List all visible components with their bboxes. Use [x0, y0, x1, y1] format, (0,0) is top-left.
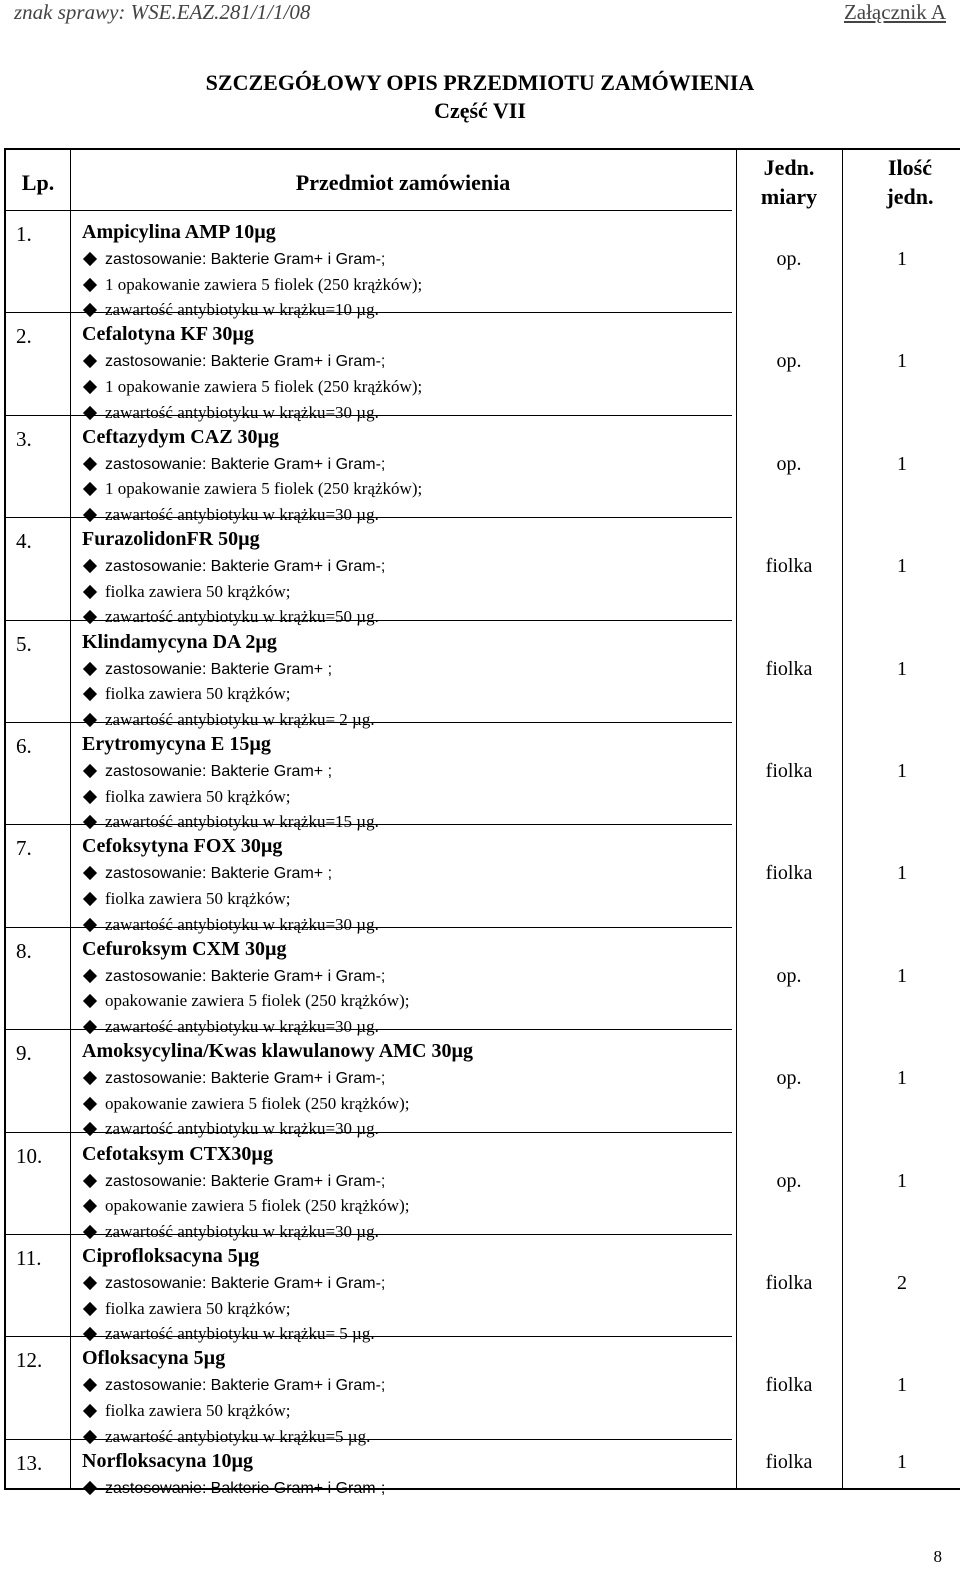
header-qty-line2: jedn.: [886, 184, 934, 209]
application-label: zastosowanie:: [105, 1479, 207, 1497]
application-value: Bakterie Gram+ i Gram-;: [210, 455, 386, 473]
content-text: zawartość antybiotyku w krążku=15 µg.: [105, 812, 379, 832]
bullet-packaging: [82, 374, 422, 400]
row-number: 8.: [16, 938, 32, 963]
bullet-content: [82, 809, 379, 835]
item-name: Ampicylina AMP 10µg: [82, 221, 276, 243]
diamond-bullet-icon: [83, 1404, 97, 1418]
application-label: zastosowanie:: [105, 1070, 207, 1088]
bullet-content: [82, 912, 379, 938]
item-name: Amoksycylina/Kwas klawulanowy AMC 30µg: [82, 1040, 474, 1063]
bullet-application: [82, 1475, 385, 1502]
row-number: 1.: [16, 222, 32, 246]
diamond-bullet-icon: [83, 559, 97, 573]
diamond-bullet-icon: [83, 482, 97, 496]
application-label: zastosowanie:: [105, 558, 207, 576]
page-number: 8: [933, 1547, 942, 1566]
bullet-content: [82, 400, 379, 426]
row-number: 10.: [16, 1143, 43, 1168]
item-name: Cefuroksym CXM 30µg: [82, 937, 287, 960]
bullet-content: [82, 502, 379, 528]
application-label: zastosowanie:: [105, 967, 207, 985]
item-name: Cefalotyna KF 30µg: [82, 323, 254, 346]
application-value: Bakterie Gram+ i Gram-;: [210, 1172, 386, 1190]
item-name: FurazolidonFR 50µg: [82, 528, 260, 551]
diamond-bullet-icon: [83, 1481, 97, 1495]
row-divider: [6, 415, 732, 416]
bullet-content: [82, 707, 375, 733]
bullet-application: [82, 553, 385, 580]
row-number: 5.: [16, 631, 32, 656]
application-value: Bakterie Gram+ i Gram-;: [210, 1275, 386, 1292]
row-number: 9.: [16, 1041, 32, 1066]
unit-cell: fiolka: [765, 1272, 813, 1294]
bullet-application: [82, 1270, 385, 1297]
bullet-application: [82, 246, 385, 273]
diamond-bullet-icon: [83, 994, 97, 1008]
application-value: Bakterie Gram+ i Gram-;: [210, 967, 386, 985]
packaging-text: fiolka zawiera 50 krążków;: [105, 684, 291, 704]
content-text: zawartość antybiotyku w krążku=30 µg.: [105, 1221, 379, 1241]
unit-cell: fiolka: [765, 1374, 813, 1397]
bullet-application: [82, 963, 385, 990]
row-number: 7.: [16, 836, 32, 861]
bullet-application: [82, 348, 385, 375]
item-name: Ciprofloksacyna 5µg: [82, 1245, 260, 1267]
row-divider: [6, 1234, 732, 1235]
header-unit-line1: Jedn.: [763, 155, 815, 180]
unit-cell: op.: [776, 964, 802, 987]
packaging-text: fiolka zawiera 50 krążków;: [105, 1400, 291, 1420]
content-text: zawartość antybiotyku w krążku=50 µg.: [105, 607, 379, 627]
diamond-bullet-icon: [83, 1378, 97, 1392]
diamond-bullet-icon: [83, 406, 97, 420]
column-divider: [70, 150, 71, 1488]
row-number: 11.: [16, 1246, 42, 1270]
diamond-bullet-icon: [83, 866, 97, 880]
diamond-bullet-icon: [83, 687, 97, 701]
diamond-bullet-icon: [83, 969, 97, 983]
bullet-content: [82, 1424, 370, 1450]
diamond-bullet-icon: [83, 303, 97, 317]
item-name: Ofloksacyna 5µg: [82, 1347, 226, 1370]
item-name: Cefotaksym CTX30µg: [82, 1142, 273, 1165]
bullet-application: [82, 1168, 385, 1195]
quantity-cell: 1: [897, 1169, 907, 1192]
bullet-packaging: [82, 886, 291, 912]
bullet-content: [82, 1219, 379, 1245]
unit-cell: op.: [776, 248, 802, 270]
attachment-label: Załącznik A: [843, 0, 946, 24]
application-value: Bakterie Gram+ i Gram-;: [210, 1070, 386, 1088]
quantity-cell: 1: [897, 248, 907, 270]
packaging-text: 1 opakowanie zawiera 5 fiolek (250 krążków);: [105, 479, 423, 499]
unit-cell: fiolka: [765, 862, 813, 885]
packaging-text: opakowanie zawiera 5 fiolek (250 krążków);: [105, 991, 410, 1011]
application-label: zastosowanie:: [105, 865, 207, 883]
quantity-cell: 1: [897, 657, 907, 680]
application-value: Bakterie Gram+ ;: [210, 660, 333, 678]
application-value: Bakterie Gram+ ;: [210, 865, 333, 883]
quantity-cell: 1: [897, 1067, 907, 1090]
content-text: zawartość antybiotyku w krążku= 5 µg.: [105, 1324, 375, 1344]
header-unit-line2: miary: [760, 184, 818, 209]
header-subject: Przedmiot zamówienia: [295, 170, 511, 195]
diamond-bullet-icon: [83, 1122, 97, 1136]
quantity-cell: 2: [897, 1272, 907, 1294]
case-number: znak sprawy: WSE.EAZ.281/1/1/08: [14, 0, 311, 24]
diamond-bullet-icon: [83, 892, 97, 906]
bullet-packaging: [82, 681, 291, 707]
quantity-cell: 1: [897, 760, 907, 782]
diamond-bullet-icon: [83, 1327, 97, 1341]
unit-cell: fiolka: [765, 555, 813, 578]
content-text: zawartość antybiotyku w krążku=30 µg.: [105, 1016, 379, 1036]
diamond-bullet-icon: [83, 1097, 97, 1111]
diamond-bullet-icon: [83, 1020, 97, 1034]
header-divider: [6, 210, 732, 211]
quantity-cell: 1: [897, 1450, 907, 1473]
bullet-packaging: [82, 1091, 409, 1117]
diamond-bullet-icon: [83, 1225, 97, 1239]
unit-cell: op.: [776, 350, 802, 373]
unit-cell: fiolka: [765, 657, 813, 680]
row-divider: [6, 312, 732, 313]
packaging-text: 1 opakowanie zawiera 5 fiolek (250 krążków);: [105, 274, 423, 294]
bullet-content: [82, 1014, 379, 1040]
item-name: Norfloksacyna 10µg: [82, 1449, 253, 1472]
bullet-packaging: [82, 1193, 409, 1219]
bullet-application: [82, 1372, 385, 1399]
application-value: Bakterie Gram+ i Gram-;: [210, 353, 386, 371]
bullet-content: [82, 604, 379, 630]
bullet-application: [82, 656, 332, 683]
row-divider: [6, 517, 732, 518]
packaging-text: opakowanie zawiera 5 fiolek (250 krążków);: [105, 1093, 410, 1113]
row-number: 4.: [16, 529, 32, 554]
row-number: 12.: [16, 1348, 43, 1373]
diamond-bullet-icon: [83, 354, 97, 368]
bullet-application: [82, 758, 332, 785]
row-divider: [6, 1439, 732, 1440]
bullet-application: [82, 860, 332, 887]
quantity-cell: 1: [897, 964, 907, 987]
item-name: Cefoksytyna FOX 30µg: [82, 835, 283, 858]
quantity-cell: 1: [897, 452, 907, 475]
diamond-bullet-icon: [83, 585, 97, 599]
diamond-bullet-icon: [83, 1276, 97, 1290]
diamond-bullet-icon: [83, 713, 97, 727]
row-divider: [6, 1029, 732, 1030]
header-qty-line1: Ilość: [888, 155, 932, 180]
application-label: zastosowanie:: [105, 353, 207, 371]
diamond-bullet-icon: [83, 457, 97, 471]
item-name: Erytromycyna E 15µg: [82, 733, 271, 755]
diamond-bullet-icon: [83, 764, 97, 778]
unit-cell: op.: [776, 1067, 802, 1090]
content-text: zawartość antybiotyku w krążku= 2 µg.: [105, 709, 375, 729]
application-value: Bakterie Gram+ i Gram-;: [210, 251, 386, 268]
row-divider: [6, 620, 732, 621]
header-unit: [736, 153, 842, 211]
application-value: Bakterie Gram+ i Gram-;: [210, 558, 386, 576]
bullet-application: [82, 451, 385, 478]
quantity-cell: 1: [897, 350, 907, 373]
quantity-cell: 1: [897, 862, 907, 885]
diamond-bullet-icon: [83, 1174, 97, 1188]
bullet-packaging: [82, 784, 291, 810]
diamond-bullet-icon: [83, 380, 97, 394]
document-title: SZCZEGÓŁOWY OPIS PRZEDMIOTU ZAMÓWIENIA: [205, 70, 755, 95]
unit-cell: fiolka: [765, 760, 813, 782]
document-subtitle: Część VII: [434, 98, 526, 123]
diamond-bullet-icon: [83, 252, 97, 266]
diamond-bullet-icon: [83, 918, 97, 932]
diamond-bullet-icon: [83, 1302, 97, 1316]
unit-cell: op.: [776, 1169, 802, 1192]
bullet-packaging: [82, 988, 409, 1014]
row-number: 13.: [16, 1450, 43, 1475]
bullet-packaging: [82, 579, 291, 605]
application-value: Bakterie Gram+ i Gram-;: [210, 1479, 386, 1497]
quantity-cell: 1: [897, 1374, 907, 1397]
application-label: zastosowanie:: [105, 660, 207, 678]
content-text: zawartość antybiotyku w krążku=30 µg.: [105, 504, 379, 524]
diamond-bullet-icon: [83, 1430, 97, 1444]
row-divider: [6, 824, 732, 825]
unit-cell: fiolka: [765, 1450, 813, 1473]
row-divider: [6, 927, 732, 928]
content-text: zawartość antybiotyku w krążku=10 µg.: [105, 300, 379, 320]
content-text: zawartość antybiotyku w krążku=30 µg.: [105, 914, 379, 934]
content-text: zawartość antybiotyku w krążku=30 µg.: [105, 402, 379, 422]
item-name: Ceftazydym CAZ 30µg: [82, 425, 280, 448]
row-number: 3.: [16, 426, 32, 451]
diamond-bullet-icon: [83, 662, 97, 676]
row-divider: [6, 1336, 732, 1337]
header-qty: [842, 153, 960, 211]
diamond-bullet-icon: [83, 610, 97, 624]
packaging-text: fiolka zawiera 50 krążków;: [105, 888, 291, 908]
packaging-text: fiolka zawiera 50 krążków;: [105, 1298, 291, 1318]
diamond-bullet-icon: [83, 1071, 97, 1085]
application-label: zastosowanie:: [105, 1377, 207, 1395]
application-label: zastosowanie:: [105, 251, 207, 268]
bullet-content: [82, 1321, 375, 1347]
row-number: 2.: [16, 324, 32, 349]
order-table: [4, 148, 960, 1497]
bullet-packaging: [82, 1398, 291, 1424]
row-number: 6.: [16, 734, 32, 758]
diamond-bullet-icon: [83, 790, 97, 804]
packaging-text: fiolka zawiera 50 krążków;: [105, 786, 291, 806]
bullet-packaging: [82, 1296, 291, 1322]
content-text: zawartość antybiotyku w krążku=5 µg.: [105, 1426, 371, 1446]
item-name: Klindamycyna DA 2µg: [82, 630, 277, 653]
bullet-application: [82, 1065, 385, 1092]
packaging-text: fiolka zawiera 50 krążków;: [105, 581, 291, 601]
diamond-bullet-icon: [83, 815, 97, 829]
bullet-packaging: [82, 272, 422, 298]
application-label: zastosowanie:: [105, 455, 207, 473]
diamond-bullet-icon: [83, 1199, 97, 1213]
diamond-bullet-icon: [83, 278, 97, 292]
diamond-bullet-icon: [83, 508, 97, 522]
application-value: Bakterie Gram+ ;: [210, 763, 333, 780]
header-lp: Lp.: [21, 170, 55, 195]
application-label: zastosowanie:: [105, 763, 207, 780]
quantity-cell: 1: [897, 555, 907, 578]
bullet-packaging: [82, 476, 422, 502]
packaging-text: 1 opakowanie zawiera 5 fiolek (250 krążków);: [105, 376, 423, 396]
packaging-text: opakowanie zawiera 5 fiolek (250 krążków);: [105, 1196, 410, 1216]
unit-cell: op.: [776, 452, 802, 475]
application-value: Bakterie Gram+ i Gram-;: [210, 1377, 386, 1395]
bullet-content: [82, 1116, 379, 1142]
application-label: zastosowanie:: [105, 1172, 207, 1190]
row-divider: [6, 1132, 732, 1133]
application-label: zastosowanie:: [105, 1275, 207, 1292]
bullet-content: [82, 297, 379, 323]
row-divider: [6, 722, 732, 723]
content-text: zawartość antybiotyku w krążku=30 µg.: [105, 1119, 379, 1139]
